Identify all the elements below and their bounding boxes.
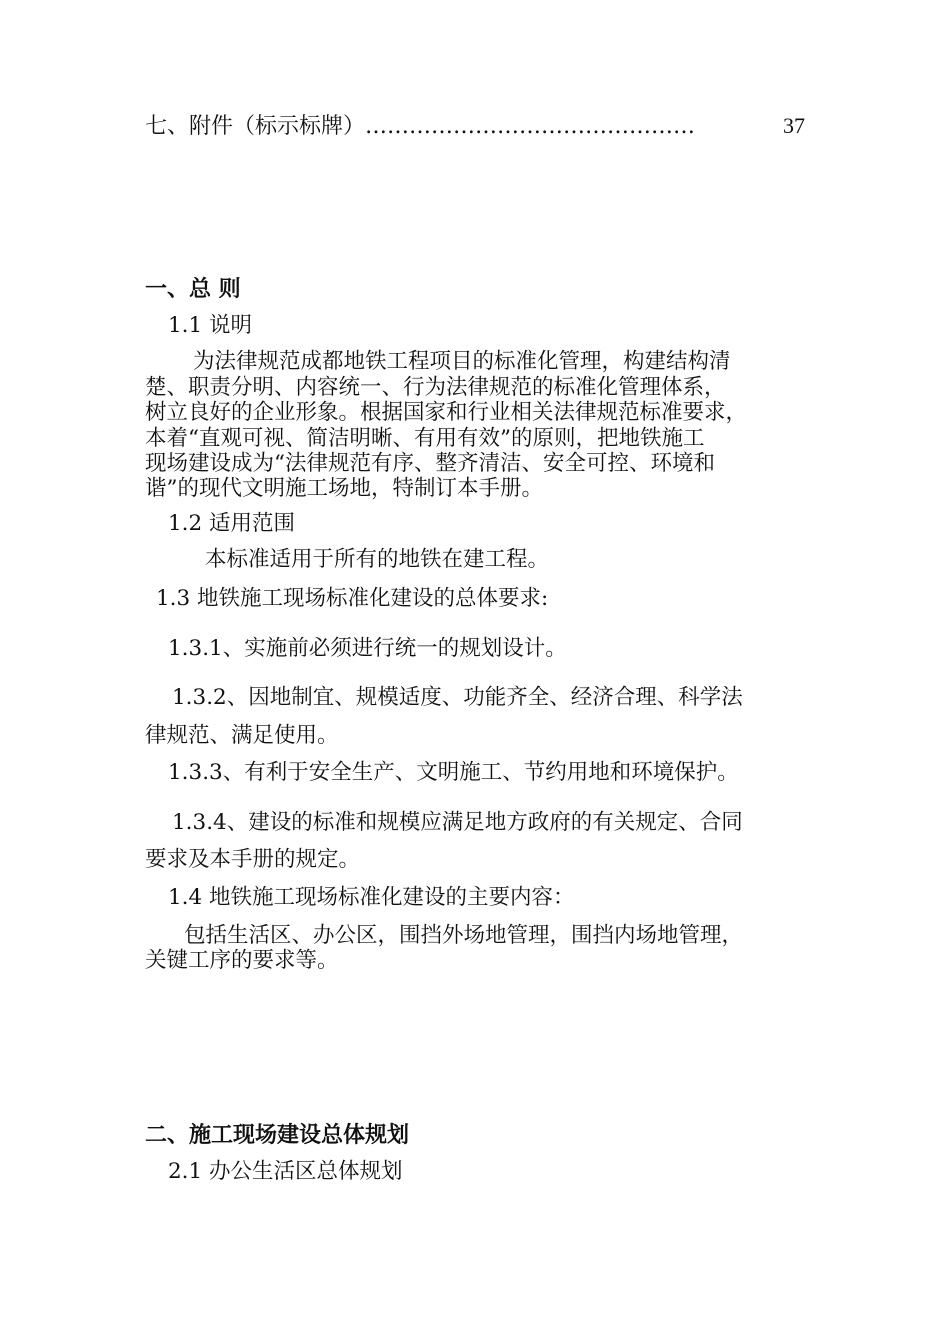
subsection-1-3-title: 1.3 地铁施工现场标准化建设的总体要求: xyxy=(156,586,549,611)
paragraph-1-1-line: 现场建设成为“法律规范有序、整齐清洁、安全可控、环境和 xyxy=(145,451,715,476)
item-1-3-3: 1.3.3、有利于安全生产、文明施工、节约用地和环境保护。 xyxy=(168,760,739,785)
paragraph-1-1-line: 本着“直观可视、简洁明晰、有用有效”的原则，把地铁施工 xyxy=(145,426,705,451)
paragraph-1-1-line: 树立良好的企业形象。根据国家和行业相关法律规范标准要求， xyxy=(145,400,748,425)
paragraph-1-1-line: 楚、职责分明、内容统一、行为法律规范的标准化管理体系， xyxy=(145,375,726,400)
subsection-1-1-title: 1.1 说明 xyxy=(168,313,253,338)
item-1-3-4: 1.3.4、建设的标准和规模应满足地方政府的有关规定、合同 xyxy=(172,810,743,835)
item-1-3-1: 1.3.1、实施前必须进行统一的规划设计。 xyxy=(168,636,567,661)
subsection-2-1-title: 2.1 办公生活区总体规划 xyxy=(168,1159,403,1184)
item-1-3-2-continued: 律规范、满足使用。 xyxy=(145,723,339,748)
toc-entry-label: 七、附件（标示标牌） xyxy=(145,114,366,139)
section-1-heading: 一、总 则 xyxy=(145,276,241,302)
subsection-1-4-title: 1.4 地铁施工现场标准化建设的主要内容： xyxy=(168,885,575,910)
paragraph-1-2: 本标准适用于所有的地铁在建工程。 xyxy=(205,547,550,572)
paragraph-1-1-line: 为法律规范成都地铁工程项目的标准化管理，构建结构清 xyxy=(193,349,731,374)
toc-entry-attachments xyxy=(145,114,805,139)
item-1-3-4-continued: 要求及本手册的规定。 xyxy=(145,847,361,872)
toc-leader-dots: ……………………………………… xyxy=(365,115,696,139)
subsection-1-2-title: 1.2 适用范围 xyxy=(168,511,296,536)
toc-page-number: 37 xyxy=(783,113,805,138)
paragraph-1-1-line: 谐”的现代文明施工场地，特制订本手册。 xyxy=(145,476,543,501)
paragraph-1-4-line: 关键工序的要求等。 xyxy=(145,948,339,973)
paragraph-1-4-line: 包括生活区、办公区，围挡外场地管理，围挡内场地管理， xyxy=(184,923,744,948)
section-2-heading: 二、施工现场建设总体规划 xyxy=(145,1122,410,1148)
item-1-3-2: 1.3.2、因地制宜、规模适度、功能齐全、经济合理、科学法 xyxy=(172,685,743,710)
